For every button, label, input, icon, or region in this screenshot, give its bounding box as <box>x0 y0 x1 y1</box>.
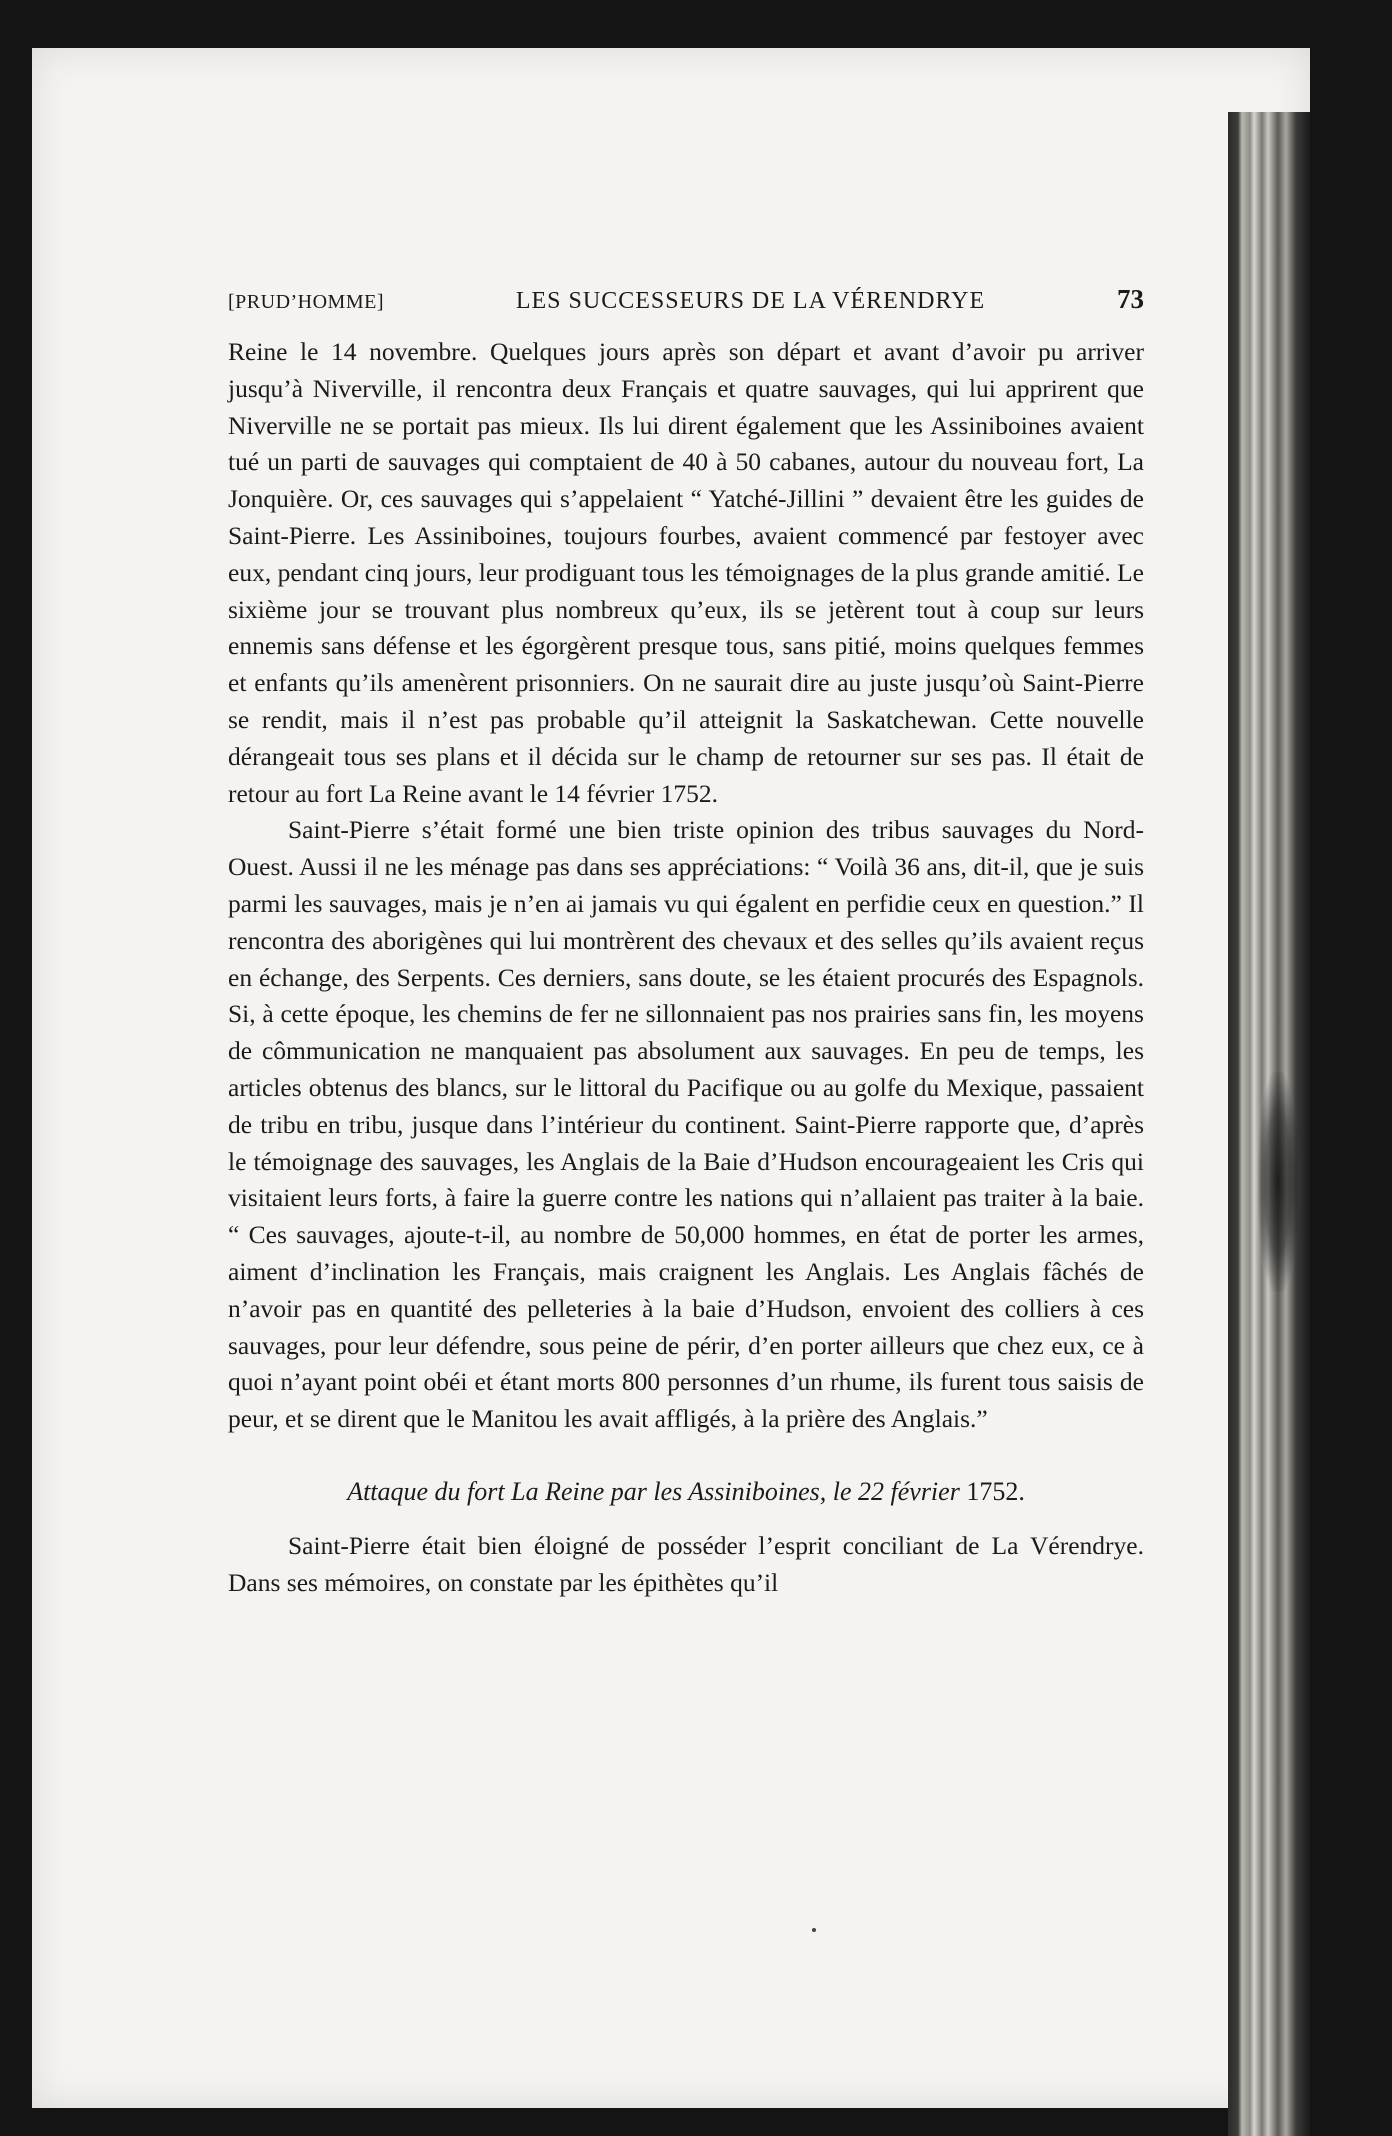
paragraph-2: Saint-Pierre s’était formé une bien triste opinion des tribus sauvages du Nord-Ouest. Aussi il ne les ménage pas dans ses appréciations: “ Voilà 36 ans, dit-il, que je suis parmi les sauvages, mais je n’en ai jamais vu qui égalent en perfidie ceux en question.” Il rencontra des aborigènes qui lui montrèrent des chevaux et des selles qu’ils avaient reçus en échange, des Serpents. Ces derniers, sans doute, se les étaient procurés des Espagnols. Si, à cette époque, les chemins de fer ne sillonnaient pas nos prairies sans fin, les moyens de cômmunication ne manquaient pas absolument aux sauvages. En peu de temps, les articles obtenus des blancs, sur le littoral du Pacifique ou au golfe du Mexique, passaient de tribu en tribu, jusque dans l’intérieur du continent. Saint-Pierre rapporte que, d’après le témoignage des sauvages, les Anglais de la Baie d’Hudson encourageaient les Cris qui visitaient leurs forts, à faire la guerre contre les nations qui n’allaient pas traiter à la baie. “ Ces sauvages, ajoute-t-il, au nombre de 50,000 hommes, en état de porter les armes, aiment d’inclination les Français, mais craignent les Anglais. Les Anglais fâchés de n’avoir pas en quantité des pelleteries à la baie d’Hudson, envoient des colliers à ces sauvages, pour leur défendre, sous peine de périr, d’en porter ailleurs que chez eux, ce à quoi n’ayant point obéi et étant morts 800 personnes d’un rhume, ils furent tous saisis de peur, et se dirent que le Manitou les avait affligés, à la prière des Anglais.” <box>228 815 1144 1434</box>
running-head <box>228 284 1144 324</box>
dust-speck <box>812 1928 816 1932</box>
edge-stamp-mark <box>1258 1072 1298 1292</box>
paragraph-1: Reine le 14 novembre. Quelques jours après son départ et avant d’avoir pu arriver jusqu’à Niverville, il rencontra deux Français et quatre sauvages, qui lui apprirent que Niverville ne se portait pas mieux. Ils lui dirent également que les Assiniboines avaient tué un parti de sauvages qui comptaient de 40 à 50 cabanes, autour du nouveau fort, La Jonquière. Or, ces sauvages qui s’appelaient “ Yatché-Jillini ” devaient être les guides de Saint-Pierre. Les Assiniboines, toujours fourbes, avaient commencé par festoyer avec eux, pendant cinq jours, leur prodiguant tous les témoignages de la plus grande amitié. Le sixième jour se trouvant plus nombreux qu’eux, ils se jetèrent tout à coup sur leurs ennemis sans défense et les égorgèrent presque tous, sans pitié, moins quelques femmes et enfants qu’ils amenèrent prisonniers. On ne saurait dire au juste jusqu’où Saint-Pierre se rendit, mais il n’est pas probable qu’il atteignit la Saskatchewan. Cette nouvelle dérangeait tous ses plans et il décida sur le champ de retourner sur ses pas. Il était de retour au fort La Reine avant le 14 février 1752. <box>228 337 1144 808</box>
section-heading <box>228 1472 1144 1512</box>
section-heading-text: Attaque du fort La Reine par les Assiniboines, le 22 février <box>347 1476 960 1506</box>
paragraph-3: Saint-Pierre était bien éloigné de posséder l’esprit conciliant de La Vérendrye. Dans ses mémoires, on constate par les épithètes qu’il <box>228 1530 1144 1597</box>
running-head-author: [PRUD’HOMME] <box>228 291 384 313</box>
page-sheet <box>32 48 1310 2108</box>
running-head-title: LES SUCCESSEURS DE LA VÉRENDRYE <box>515 288 986 314</box>
page-content <box>228 284 1144 1602</box>
section-heading-year: 1752. <box>966 1476 1025 1506</box>
page-edge-stack <box>1228 112 1310 2136</box>
page-number: 73 <box>1116 284 1144 314</box>
